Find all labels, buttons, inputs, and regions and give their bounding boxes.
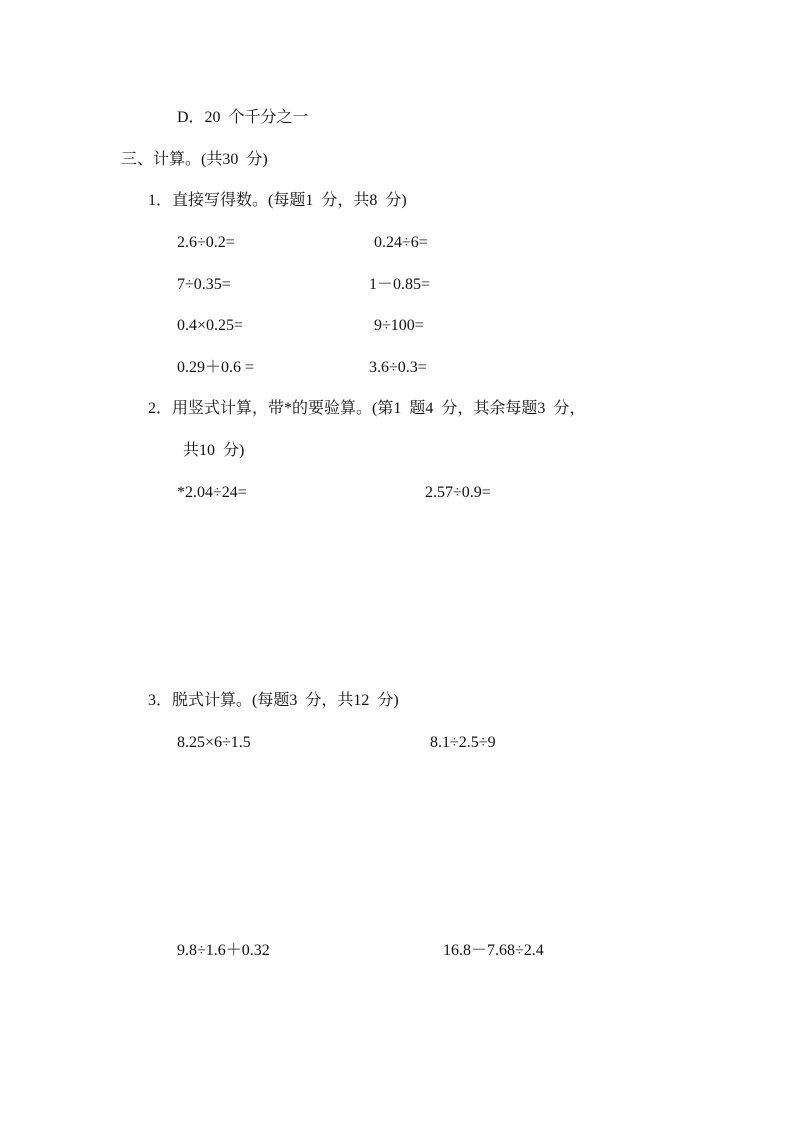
question-3-title: 3．脱式计算。(每题3 分，共12 分) <box>148 692 399 709</box>
q3-item-2: 8.1÷2.5÷9 <box>430 734 496 751</box>
q2-item-1: *2.04÷24= <box>177 484 247 501</box>
q1-item-7: 0.29＋0.6 = <box>177 359 255 376</box>
question-1-title: 1．直接写得数。(每题1 分，共8 分) <box>148 192 407 209</box>
q1-item-6: 9÷100= <box>374 317 424 334</box>
question-2-title: 2．用竖式计算，带*的要验算。(第1 题4 分，其余每题3 分， <box>148 400 586 417</box>
option-d: D．20 个千分之一 <box>177 109 309 126</box>
q1-item-8: 3.6÷0.3= <box>369 359 427 376</box>
question-2-title-cont: 共10 分) <box>183 442 245 459</box>
q3-item-3: 9.8÷1.6＋0.32 <box>177 942 270 959</box>
q1-item-3: 7÷0.35= <box>177 276 231 293</box>
q1-item-5: 0.4×0.25= <box>177 317 244 334</box>
section-heading: 三、计算。(共30 分) <box>121 151 268 168</box>
q2-item-2: 2.57÷0.9= <box>425 484 491 501</box>
q1-item-1: 2.6÷0.2= <box>177 234 235 251</box>
q3-item-4: 16.8－7.68÷2.4 <box>443 942 544 959</box>
q3-item-1: 8.25×6÷1.5 <box>177 734 251 751</box>
q1-item-4: 1－0.85= <box>369 276 431 293</box>
q1-item-2: 0.24÷6= <box>374 234 428 251</box>
